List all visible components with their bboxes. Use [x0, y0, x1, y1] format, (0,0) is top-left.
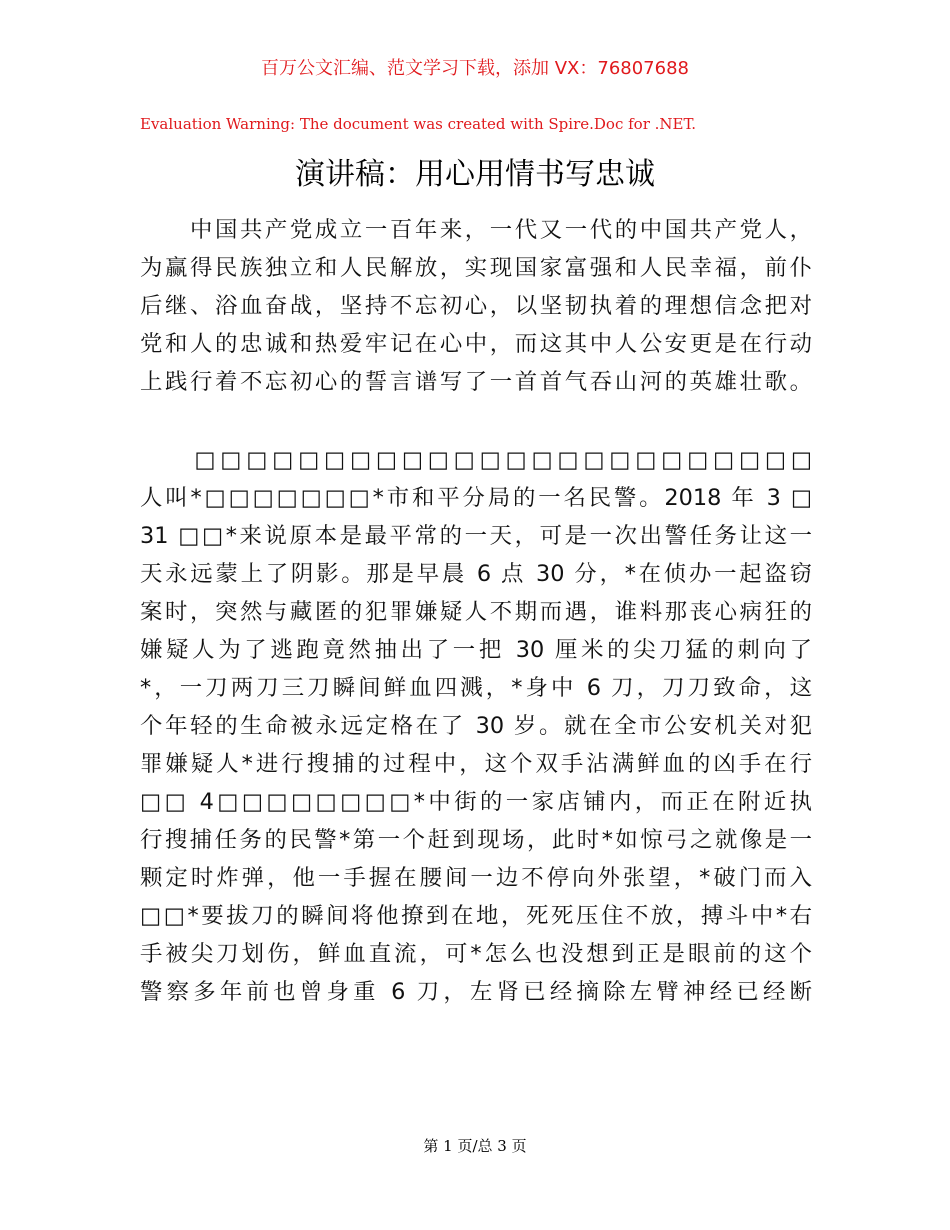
text-line: 中国共产党成立一百年来，一代又一代的中国共产党人，: [140, 217, 812, 243]
text-line: 31 □□*来说原本是最平常的一天，可是一次出警任务让这一: [140, 523, 812, 549]
text-line: *，一刀两刀三刀瞬间鲜血四溅，*身中 6 刀，刀刀致命，这: [140, 675, 812, 701]
text-line: 上践行着不忘初心的誓言谱写了一首首气吞山河的英雄壮歌。: [140, 369, 812, 395]
paragraph-2: [140, 441, 812, 1011]
page-indicator: 第 1 页/总 3 页: [423, 1137, 527, 1155]
text-line: 手被尖刀划伤，鲜血直流，可*怎么也没想到正是眼前的这个: [140, 941, 812, 967]
text-line: 罪嫌疑人*进行搜捕的过程中，这个双手沾满鲜血的凶手在行: [140, 751, 812, 777]
text-line: 嫌疑人为了逃跑竟然抽出了一把 30 厘米的尖刀猛的刺向了: [140, 637, 812, 663]
document-title: 演讲稿：用心用情书写忠诚: [295, 157, 655, 192]
paragraph-1: [140, 211, 812, 401]
text-line: 颗定时炸弹，他一手握在腰间一边不停向外张望，*破门而入: [140, 865, 812, 891]
promo-banner: 百万公文汇编、范文学习下载，添加 VX：76807688: [261, 58, 689, 79]
text-line: 人叫*□□□□□□□*市和平分局的一名民警。2018 年 3 □: [140, 485, 812, 511]
text-line: 行搜捕任务的民警*第一个赶到现场，此时*如惊弓之就像是一: [140, 827, 812, 853]
text-line: □□*要拔刀的瞬间将他撩到在地，死死压住不放，搏斗中*右: [140, 903, 812, 929]
text-line: 党和人的忠诚和热爱牢记在心中，而这其中人公安更是在行动: [140, 331, 812, 357]
text-line: □□□□□□□□□□□□□□□□□□□□□□□□: [140, 447, 812, 473]
text-line: 为赢得民族独立和人民解放，实现国家富强和人民幸福，前仆: [140, 255, 812, 281]
text-line: 案时，突然与藏匿的犯罪嫌疑人不期而遇，谁料那丧心病狂的: [140, 599, 812, 625]
text-line: □□ 4□□□□□□□□*中街的一家店铺内，而正在附近执: [140, 789, 812, 815]
text-line: 警察多年前也曾身重 6 刀，左肾已经摘除左臂神经已经断: [140, 979, 812, 1005]
evaluation-warning: Evaluation Warning: The document was created with Spire.Doc for .NET.: [140, 115, 697, 133]
text-line: 天永远蒙上了阴影。那是早晨 6 点 30 分，*在侦办一起盗窃: [140, 561, 812, 587]
text-line: 个年轻的生命被永远定格在了 30 岁。就在全市公安机关对犯: [140, 713, 812, 739]
text-line: 后继、浴血奋战，坚持不忘初心，以坚韧执着的理想信念把对: [140, 293, 812, 319]
